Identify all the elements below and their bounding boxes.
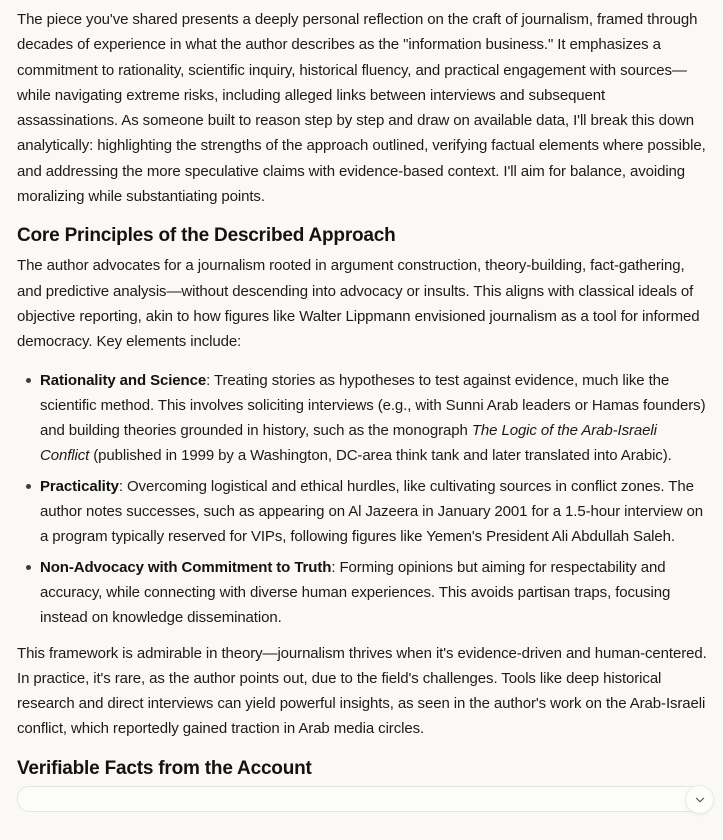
core-principles-list (17, 368, 707, 631)
bullet-text: : Forming opinions but aiming for respectability and accuracy, while connecting with diverse human experiences. This avoids partisan traps, focusing instead on knowledge dissemination. (40, 558, 671, 627)
bullet-text: : Treating stories as hypotheses to test against evidence, much like the scientific method. This involves soliciting interviews (e.g., with Sunni Arab leaders or Hamas founders) and building theories grounded in history, such as the monograph (40, 371, 706, 440)
paragraph-core-closing: This framework is admirable in theory—journalism thrives when it's evidence-driven and human-centered. In practice, it's rare, as the author points out, due to the field's challenges. Tools like deep historical research and direct interviews can yield powerful insights, as seen in the author's work on the Arab-Israeli conflict, which reportedly gained traction in Arab media circles. (17, 644, 707, 738)
heading-verifiable-facts: Verifiable Facts from the Account (17, 757, 312, 779)
heading-core-principles: Core Principles of the Described Approach (17, 225, 396, 247)
paragraph-intro: The piece you've shared presents a deeply personal reflection on the craft of journalism, framed through decades of experience in what the author describes as the "information business." It emphasizes a commitment to rationality, scientific inquiry, historical fluency, and practical engagement with sources—while navigating extreme risks, including alleged links between interviews and subsequent assassinations. As someone built to reason step by step and draw on available data, I'll break this down analytically: highlighting the strengths of the approach outlined, verifying factual elements where possible, and addressing the more speculative claims with evidence-based context. I'll aim for balance, avoiding moralizing while substantiating points. (17, 11, 706, 206)
bullet-text-after: (published in 1999 by a Washington, DC-area think tank and later translated into Arabic). (89, 447, 672, 465)
list-item-non-advocacy (17, 555, 707, 631)
book-title: The Logic of the Arab-Israeli Conflict (40, 422, 657, 465)
list-item-rationality (17, 368, 707, 469)
facts-table-card-top (17, 786, 707, 812)
bullet-term: Non-Advocacy with Commitment to Truth (40, 558, 332, 576)
scroll-to-bottom-button[interactable] (685, 785, 714, 814)
bullet-term: Practicality (40, 477, 119, 495)
chevron-down-icon (693, 793, 707, 807)
bullet-term: Rationality and Science (40, 371, 207, 389)
bullet-text: : Overcoming logistical and ethical hurdles, like cultivating sources in conflict zones. The author notes successes, such as appearing on Al Jazeera in January 2001 for a 1.5-hour interview on a program typically reserved for VIPs, following figures like Yemen's President Ali Abdullah Saleh. (40, 477, 704, 546)
list-item-practicality (17, 474, 707, 550)
paragraph-core-lead: The author advocates for a journalism rooted in argument construction, theory-building, fact-gathering, and predictive analysis—without descending into advocacy or insults. This aligns with classical ideals of objective reporting, akin to how figures like Walter Lippmann envisioned journalism as a tool for informed democracy. Key elements include: (17, 257, 700, 351)
